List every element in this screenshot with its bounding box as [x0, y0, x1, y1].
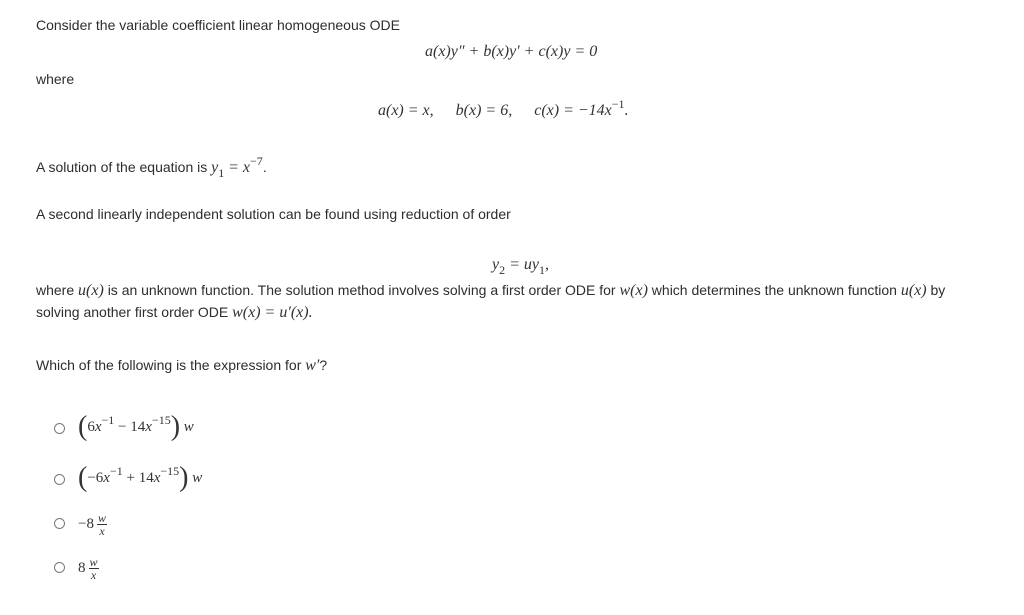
where-u-l2-m1: w(x) = u′(x). — [232, 304, 313, 321]
option-1-post: w — [183, 419, 194, 435]
where-u-m3: u(x) — [900, 282, 927, 299]
option-1-label[interactable] — [78, 411, 194, 443]
option-2-label[interactable] — [78, 462, 202, 494]
where-u-l2-p1: solving another first order ODE — [36, 304, 229, 320]
coef-c-end: . — [624, 102, 629, 119]
option-1-rparen: ) — [170, 411, 181, 442]
option-4-coef: 8 — [78, 559, 86, 576]
option-3-radio[interactable] — [54, 518, 65, 529]
where-u-p2: is an unknown function. The solution method involves solving a first order ODE for — [107, 282, 616, 298]
main-ode-expression: a(x)y″ + b(x)y′ + c(x)y = 0 — [425, 43, 598, 60]
y2-sub: 2 — [499, 263, 506, 277]
where-u-p4: by — [930, 282, 946, 298]
coef-a: a(x) = x, — [378, 102, 434, 119]
option-3-fraction — [97, 512, 107, 537]
option-3-coef: −8 — [78, 515, 94, 532]
y2-sub2: 1 — [539, 263, 546, 277]
option-3-label[interactable] — [78, 512, 107, 537]
option-1-radio[interactable] — [54, 423, 65, 434]
option-4-radio[interactable] — [54, 562, 65, 573]
intro-text: Consider the variable coefficient linear homogeneous ODE — [36, 17, 400, 33]
option-2-x2: x — [153, 470, 161, 486]
coefficients-line — [378, 97, 629, 120]
question-end: ? — [319, 357, 328, 373]
where-u-p3: which determines the unknown function — [651, 282, 897, 298]
option-2-e2: −15 — [160, 464, 180, 478]
option-4-den: x — [90, 568, 97, 582]
where-u-m1: u(x) — [78, 282, 104, 299]
option-1-x1: x — [94, 419, 102, 435]
option-4-fraction — [89, 556, 99, 581]
option-2-post: w — [192, 470, 203, 486]
option-1-mid: − 14 — [114, 419, 146, 435]
question-label: Which of the following is the expression for — [36, 357, 302, 373]
option-2-mid: + 14 — [122, 470, 154, 486]
solution-line — [36, 152, 267, 182]
solution-y: y — [211, 159, 219, 176]
reduction-text: A second linearly independent solution can be found using reduction of order — [36, 206, 511, 222]
option-1-x2: x — [145, 419, 152, 435]
coef-c-var: x — [604, 102, 612, 119]
coef-c-exp: −1 — [611, 97, 625, 111]
where-u-line1 — [36, 281, 945, 300]
option-2-x1: x — [103, 470, 110, 486]
option-2-rparen: ) — [179, 462, 189, 493]
option-1-lparen: ( — [78, 411, 88, 442]
solution-text: A solution of the equation is — [36, 159, 208, 175]
where-u-p1: where — [36, 282, 75, 298]
solution-exp: −7 — [250, 154, 263, 168]
option-1-pre: 6 — [87, 419, 95, 435]
question-var: w′ — [305, 357, 320, 374]
option-1-e2: −15 — [151, 413, 171, 427]
question-text — [36, 356, 327, 375]
y2-equation — [492, 256, 549, 278]
y2-rhs: = uy — [509, 256, 540, 273]
option-3-num: w — [97, 511, 106, 525]
option-2-e1: −1 — [109, 464, 123, 478]
option-1-e1: −1 — [101, 413, 115, 427]
where-u-line2 — [36, 303, 313, 322]
coef-c: c(x) = −14 — [534, 102, 605, 119]
solution-sub: 1 — [218, 166, 225, 180]
option-4-num: w — [89, 555, 98, 569]
where-u-m2: w(x) — [619, 282, 648, 299]
option-4-label[interactable] — [78, 556, 99, 581]
main-ode — [425, 43, 597, 61]
y2-end: , — [545, 256, 550, 273]
solution-eq: = x — [228, 159, 251, 176]
option-2-pre: −6 — [87, 470, 104, 486]
option-2-lparen: ( — [78, 462, 88, 493]
y2-lhs: y — [492, 256, 500, 273]
option-2-radio[interactable] — [54, 474, 65, 485]
solution-end: . — [262, 159, 267, 175]
option-3-den: x — [99, 524, 105, 538]
where-label: where — [36, 71, 75, 87]
coef-b: b(x) = 6, — [455, 102, 513, 119]
